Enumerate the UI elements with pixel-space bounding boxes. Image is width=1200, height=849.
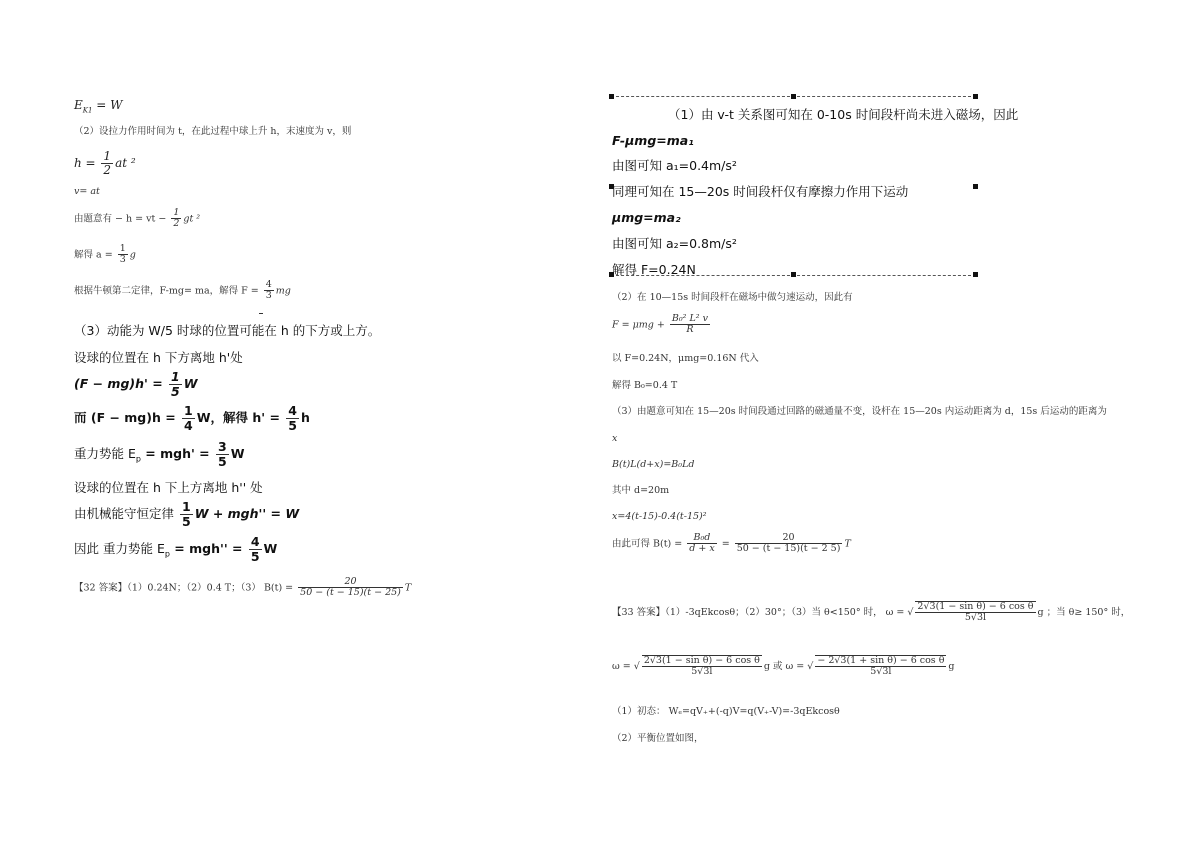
denominator: R — [686, 324, 694, 336]
denominator: 4 — [184, 417, 193, 433]
denominator: 5√3l — [964, 612, 987, 624]
resize-handle[interactable] — [973, 184, 978, 189]
eq-text: W — [183, 375, 198, 391]
eq-potential-1 — [74, 440, 245, 469]
numerator: 2√3(1 − sin θ) − 6 cos θ — [917, 601, 1034, 612]
denominator: d + x — [689, 543, 715, 555]
omega-eqs: ω = √ $\frac{\text{2√3(1 − sin θ) − 6 cos θ}}{5√3l}$ g 或 ω = √ $\frac{\text{− 2√3(1 + sin θ) − 6 cos θ}}{5√3l}$ g — [612, 655, 955, 678]
fraction — [264, 280, 274, 302]
eq-text: g — [948, 660, 955, 672]
numerator: 3 — [218, 439, 227, 454]
resize-handle[interactable] — [609, 94, 614, 99]
eq-text: 因此 重力势能 E — [74, 540, 165, 556]
fraction — [298, 577, 403, 599]
fraction — [249, 535, 262, 564]
numerator: 1 — [103, 149, 112, 163]
eq-text: gt ² — [183, 213, 201, 225]
eq-text: (F − mg)h' = — [74, 375, 168, 391]
eq-motion — [74, 208, 200, 230]
denominator: 3 — [119, 254, 126, 266]
resize-handle[interactable] — [973, 272, 978, 277]
eq-potential-2 — [74, 535, 277, 564]
numerator: 20 — [298, 577, 403, 588]
eq-text: 【32 答案】（1）0.24N；（2）0.4 T；（3） B(t) = — [74, 582, 297, 594]
numerator: 1 — [184, 403, 193, 418]
fraction — [286, 404, 299, 433]
resize-handle[interactable] — [791, 272, 796, 277]
eq-text: F = μmg + — [612, 319, 668, 331]
eq-text: 重力势能 E — [74, 445, 136, 461]
eq-text: 【33 答案】（1）-3qEkcosθ；（2）30°；（3）当 θ<150° 时， ω = — [612, 606, 908, 618]
eq-F-result: 解得 F=0.24N — [612, 262, 696, 277]
eq-v: v= at — [74, 186, 100, 197]
eq-energy-conservation — [74, 500, 299, 529]
fraction — [101, 150, 113, 177]
sqrt-fraction — [642, 655, 762, 678]
resize-handle[interactable] — [791, 94, 796, 99]
denominator: 5√3l — [870, 666, 892, 678]
eq-B-of-t — [612, 533, 851, 555]
part3-text: （3）由题意可知在 15—20s 时间段通过回路的磁通量不变，设杆在 15—20s 内运动距离为 d，15s 后运动的距离为 — [612, 406, 1107, 417]
numerator: 1 — [181, 499, 191, 514]
eq-text: 由此可得 B(t) = — [612, 538, 686, 550]
eq-x: x=4(t-15)-0.4(t-15)² — [612, 511, 707, 522]
eq-text: h — [301, 409, 310, 425]
eq-text: g ；当 θ≥ 150° 时， — [1037, 606, 1131, 618]
numerator: 4 — [288, 403, 297, 418]
small-dash — [259, 313, 263, 314]
sqrt-fraction — [915, 601, 1035, 624]
eq-text: E — [74, 98, 83, 112]
eq-text: ω = — [612, 660, 634, 672]
numerator: 4 — [265, 279, 272, 290]
denominator: 2 — [173, 218, 180, 230]
eq-work-below — [74, 370, 198, 399]
eq-a1: 由图可知 a₁=0.4m/s² — [612, 158, 737, 173]
sqrt-fraction — [815, 655, 946, 678]
numerator: 4 — [250, 534, 260, 549]
denominator: 5 — [218, 453, 227, 469]
eq-sub: p — [135, 454, 141, 464]
eq-text: 而 (F − mg)h = — [74, 409, 181, 425]
fraction — [687, 533, 716, 555]
eq-text: W — [230, 445, 245, 461]
eq-text: 解得 a = — [74, 249, 116, 261]
numerator: 1 — [171, 369, 180, 384]
eq-d: 其中 d=20m — [612, 485, 670, 496]
eq-h-prime — [74, 404, 310, 433]
fraction — [180, 500, 193, 529]
fraction — [182, 404, 195, 433]
eq-a — [74, 244, 136, 266]
eq-text: 由机械能守恒定律 — [74, 505, 178, 521]
answer-32 — [74, 577, 411, 599]
fraction — [735, 533, 843, 555]
denominator: 5 — [181, 513, 191, 529]
eq-text: = mgh' = — [140, 445, 215, 461]
fraction — [169, 370, 182, 399]
eq-text: T — [404, 582, 412, 594]
eq-text: 根据牛顿第二定律，F-mg= ma，解得 F = — [74, 285, 262, 297]
initial-state-eq: （1）初态： Wₑ=qV₊+(-q)V=q(V₊-V)=-3qEkcosθ — [612, 706, 840, 717]
numerator: B₀² L² v — [671, 313, 708, 324]
denominator: 50 − (t − 15)(t − 25) — [300, 587, 401, 599]
above-h-text: 设球的位置在 h 下上方离地 h'' 处 — [74, 480, 263, 495]
fraction — [670, 314, 710, 336]
eq-text: h = — [74, 156, 100, 171]
eq-flux: B(t)L(d+x)=B₀Ld — [612, 459, 695, 470]
numerator: 20 — [735, 533, 843, 544]
eq-B0: 解得 B₀=0.4 T — [612, 380, 678, 391]
eq-sub: p — [164, 549, 170, 559]
denominator: 5 — [288, 417, 297, 433]
numerator: − 2√3(1 + sin θ) − 6 cos θ — [817, 655, 945, 666]
eq-text: W，解得 h' = — [196, 409, 285, 425]
fraction — [216, 440, 229, 469]
eq-text: = W — [92, 98, 123, 112]
eq-text: = mgh'' = — [169, 540, 247, 556]
denominator: 50 − (t − 15)(t − 2 5) — [736, 543, 841, 555]
eq-friction: μmg=ma₂ — [612, 210, 681, 225]
denominator: 2 — [103, 163, 112, 178]
eq-text: 由题意有 − h = vt − — [74, 213, 170, 225]
eq-text: mg — [275, 285, 291, 297]
denominator: 5√3l — [691, 666, 713, 678]
eq-h — [74, 150, 136, 177]
substitute-text: 以 F=0.24N，μmg=0.16N 代入 — [612, 353, 759, 364]
eq-a2: 由图可知 a₂=0.8m/s² — [612, 236, 737, 251]
eq-text: g — [129, 249, 136, 261]
denominator: 3 — [265, 290, 272, 302]
part2-intro: （2）设拉力作用时间为 t，在此过程中球上升 h，末速度为 v，则 — [74, 126, 352, 137]
eq-text: g 或 ω = — [763, 660, 808, 672]
numerator: 1 — [119, 243, 126, 254]
part3-intro: （3）动能为 W/5 时球的位置可能在 h 的下方或上方。 — [74, 323, 381, 338]
eq-text: at ² — [115, 156, 136, 171]
denominator: 5 — [171, 383, 180, 399]
eq-text: T — [844, 538, 851, 550]
eq-text: W + mgh'' = W — [194, 505, 300, 521]
fraction — [171, 208, 181, 230]
kinetic-energy-eq — [74, 98, 122, 115]
numerator: 2√3(1 − sin θ) − 6 cos θ — [643, 655, 760, 666]
part2-text: （2）在 10—15s 时间段杆在磁场中做匀速运动，因此有 — [612, 292, 853, 303]
numerator: 1 — [173, 207, 180, 218]
answer-33: 【33 答案】（1）-3qEkcosθ；（2）30°；（3）当 θ<150° 时， ω = √ $\frac{\text{2√3(1 − sin θ) − 6 cos θ}}{5√3l}$ g ；当 θ≥ 150° 时， — [612, 601, 1131, 624]
friction-text: 同理可知在 15—20s 时间段杆仅有摩擦力作用下运动 — [612, 184, 909, 199]
eq-F-magnetic — [612, 314, 712, 336]
denominator: 5 — [250, 548, 260, 564]
eq-text: W — [263, 540, 278, 556]
eq-f-minus-friction: F-μmg=ma₁ — [612, 133, 694, 148]
eq-text: = — [718, 538, 733, 550]
below-h-text: 设球的位置在 h 下方离地 h'处 — [74, 350, 243, 365]
eq-sub: K1 — [82, 106, 93, 115]
eq-newton — [74, 280, 291, 302]
part1-intro: （1）由 v-t 关系图可知在 0-10s 时间段杆尚未进入磁场，因此 — [668, 107, 1019, 122]
var-x: x — [612, 433, 618, 444]
numerator: B₀d — [687, 533, 716, 544]
equilibrium-text: （2）平衡位置如图， — [612, 733, 704, 744]
fraction — [118, 244, 128, 266]
resize-handle[interactable] — [973, 94, 978, 99]
